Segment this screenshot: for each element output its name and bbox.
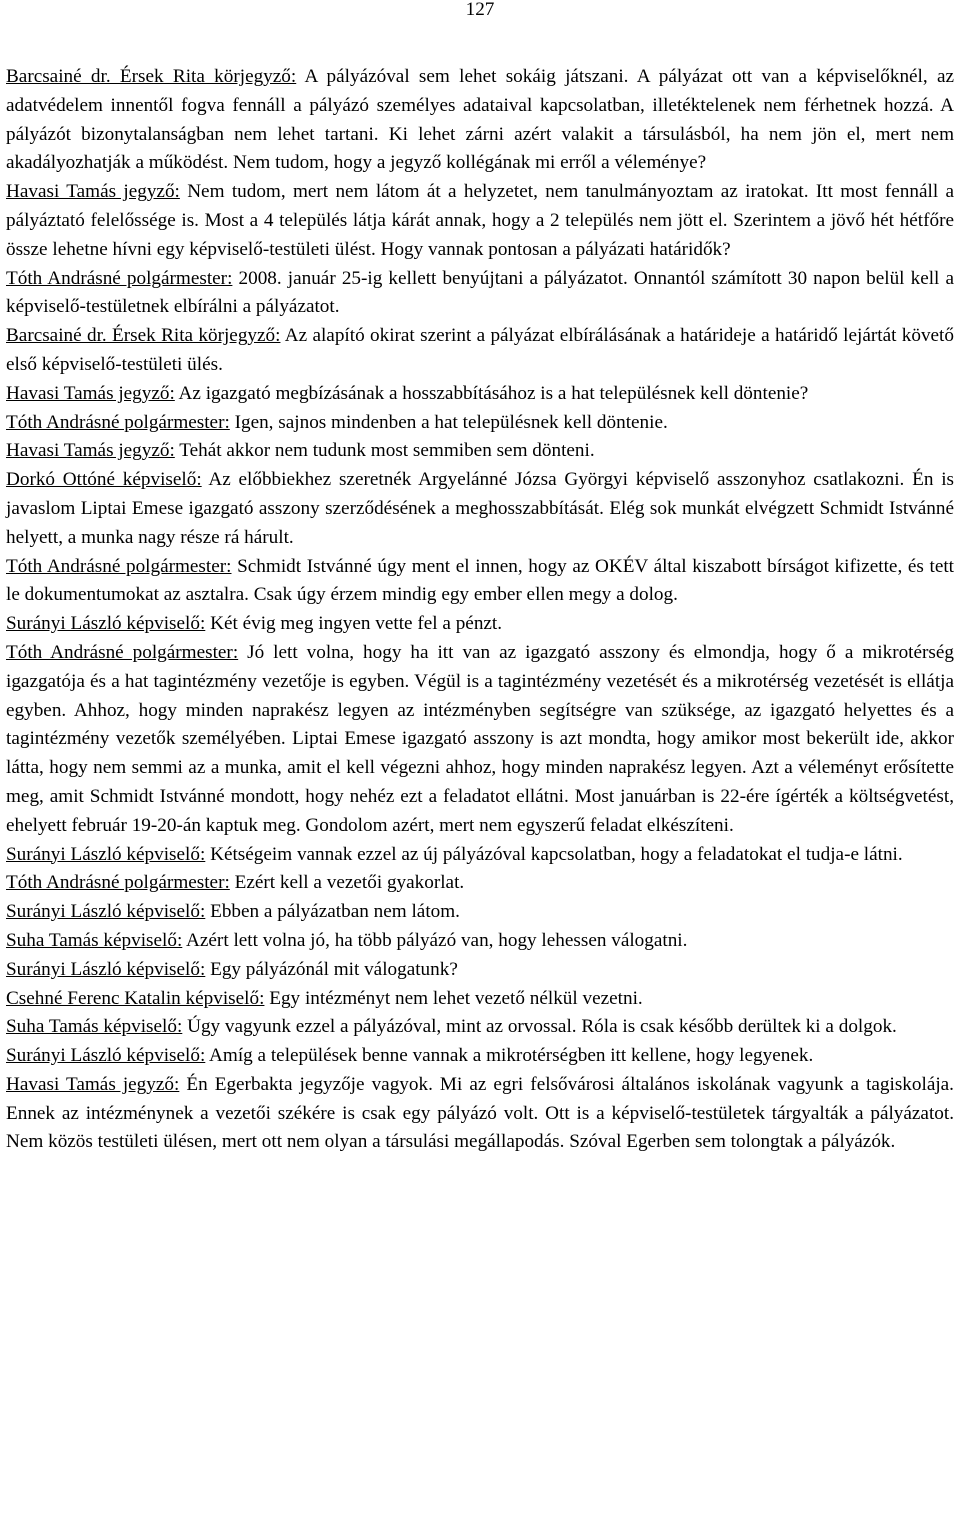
minutes-paragraph [6,466,954,552]
minutes-paragraph [6,610,954,639]
speaker-name: Havasi Tamás jegyző: [6,181,180,203]
speaker-name: Tóth Andrásné polgármester: [6,872,230,894]
speech-text: Ezért kell a vezetői gyakorlat. [229,872,465,894]
speech-text: Az előbbiekhez szeretnék Argyelánné Józsa Györgyi képviselő asszonyhoz csatlakozni. Én is javaslom Liptai Emese igazgató asszony szerződésének a meghosszabbítását. Elég sok munkát elvégzett Schmidt Istvánné helyett, a munka nagy része rá hárult. [6,469,954,548]
speaker-name: Surányi László képviselő: [6,613,206,635]
minutes-paragraph [6,898,954,927]
minutes-paragraph [6,956,954,985]
minutes-paragraph [6,437,954,466]
speaker-name: Havasi Tamás jegyző: [6,1073,180,1095]
minutes-paragraph [6,841,954,870]
speaker-name: Tóth Andrásné polgármester: [6,267,233,289]
minutes-paragraph [6,265,954,323]
speaker-name: Surányi László képviselő: [6,901,206,923]
speech-text: Jó lett volna, hogy ha itt van az igazgató asszony és elmondja, hogy ő a mikrotérség igazgatója és a hat tagintézmény vezetője is egyben. Végül is a tagintézmény vezetését és a mikrotérség vezetését is ellátja egyben. Ahhoz, hogy minden naprakész legyen az intézményben segítségre van szüksége, az igazgató helyettes és a tagintézmény vezetők személyében. Liptai Emese igazgató asszony is azt mondta, hogy amikor most bekerült ide, akkor látta, hogy nem semmi az a munka, amit el kell végezni ahhoz, hogy minden naprakész legyen. Azt a véleményt erősítette meg, amit Schmidt Istvánné mondott, hogy nehéz ezt a feladatot ellátni. Most januárban is 22-ére ígérték a költségvetést, ehelyett február 19-20-án kaptuk meg. Gondolom azért, mert nem egyszerű feladat elkészíteni. [6,641,955,836]
speaker-name: Suha Tamás képviselő: [6,1016,183,1038]
speech-text: Ebben a pályázatban nem látom. [205,901,460,923]
speech-text: Azért lett volna jó, ha több pályázó van, hogy lehessen válogatni. [182,929,688,951]
speech-text: Nem tudom, mert nem látom át a helyzetet, nem tanulmányoztam az iratokat. Itt most fennáll a pályáztató felelőssége is. Most a 4 település látja kárát annak, hogy a 2 település nem jött el. Szerintem a jövő hét hétfőre össze lehetne hívni egy képviselő-testületi ülést. Hogy vannak pontosan a pályázati határidők? [6,181,954,260]
speaker-name: Havasi Tamás jegyző: [6,382,175,404]
speaker-name: Tóth Andrásné polgármester: [6,641,239,663]
minutes-paragraph [6,927,954,956]
speech-text: Amíg a települések benne vannak a mikrotérségben itt kellene, hogy legyenek. [205,1045,814,1067]
speech-text: Az alapító okirat szerint a pályázat elbírálásának a határideje a határidő lejártát követő első képviselő-testületi ülés. [6,325,954,375]
speech-text: Igen, sajnos mindenben a hat településnek kell döntenie. [229,411,668,433]
speaker-name: Tóth Andrásné polgármester: [6,411,230,433]
speech-text: Egy intézményt nem lehet vezető nélkül vezetni. [264,987,643,1009]
speaker-name: Surányi László képviselő: [6,958,206,980]
minutes-paragraph [6,178,954,264]
speaker-name: Surányi László képviselő: [6,843,206,865]
speech-text: Kétségeim vannak ezzel az új pályázóval kapcsolatban, hogy a feladatokat el tudja-e látni. [205,843,903,865]
minutes-paragraph [6,409,954,438]
speech-text: Schmidt Istvánné úgy ment el innen, hogy az OKÉV által kiszabott bírságot kifizette, és tett le dokumentumokat az asztalra. Csak úgy érzem mindig egy ember ellen megy a dolog. [6,555,955,606]
minutes-paragraph [6,380,954,409]
speech-text: Úgy vagyunk ezzel a pályázóval, mint az orvossal. Róla is csak később derültek ki a dolgok. [182,1016,897,1038]
speech-text: Én Egerbakta jegyzője vagyok. Mi az egri felsővárosi általános iskolának vagyunk a tagiskolája. Ennek az intézménynek a vezetői székére is csak egy pályázó volt. Ott is a képviselő-testületek tárgyalták a pályázatot. Nem közös testületi ülésen, mert ott nem olyan a társulási megállapodás. Szóval Egerben sem tolongtak a pályázók. [6,1073,954,1153]
minutes-paragraph [6,869,954,898]
speech-text: A pályázóval sem lehet sokáig játszani. A pályázat ott van a képviselőknél, az adatvédelem innentől fogva fennáll a pályázó személyes adataival kapcsolatban, illetéktelenek nem férhetnek hozzá. A pályázót bizonytalanságban nem lehet tartani. Ki lehet zárni azért valakit a társulásból, ha nem jön el, mert nem akadályozhatják a működést. Nem tudom, hogy a jegyző kollégának mi erről a véleménye? [6,66,954,174]
speaker-name: Tóth Andrásné polgármester: [6,555,232,577]
speaker-name: Suha Tamás képviselő: [6,929,183,951]
speech-text: Két évig meg ingyen vette fel a pénzt. [205,613,503,635]
minutes-paragraph [6,1071,954,1157]
minutes-paragraph [6,63,954,178]
speech-text: 2008. január 25-ig kellett benyújtani a pályázatot. Onnantól számított 30 napon belül kell a képviselő-testületnek elbírálni a pályázatot. [6,267,954,318]
minutes-paragraph [6,322,954,380]
speech-text: Tehát akkor nem tudunk most semmiben sem dönteni. [174,440,595,462]
minutes-paragraph [6,1042,954,1071]
minutes-paragraph [6,1013,954,1042]
speaker-name: Surányi László képviselő: [6,1045,206,1067]
minutes-body [6,63,954,1157]
minutes-paragraph [6,553,954,611]
minutes-paragraph [6,985,954,1014]
speech-text: Egy pályázónál mit válogatunk? [205,958,458,980]
speaker-name: Barcsainé dr. Érsek Rita körjegyző: [6,66,297,87]
speaker-name: Havasi Tamás jegyző: [6,440,175,462]
minutes-paragraph [6,639,954,841]
speaker-name: Dorkó Ottóné képviselő: [6,469,202,491]
speech-text: Az igazgató megbízásának a hosszabbításához is a hat településnek kell döntenie? [174,382,809,404]
speaker-name: Barcsainé dr. Érsek Rita körjegyző: [6,325,281,347]
speaker-name: Csehné Ferenc Katalin képviselő: [6,987,265,1009]
page-number: 127 [465,0,495,20]
